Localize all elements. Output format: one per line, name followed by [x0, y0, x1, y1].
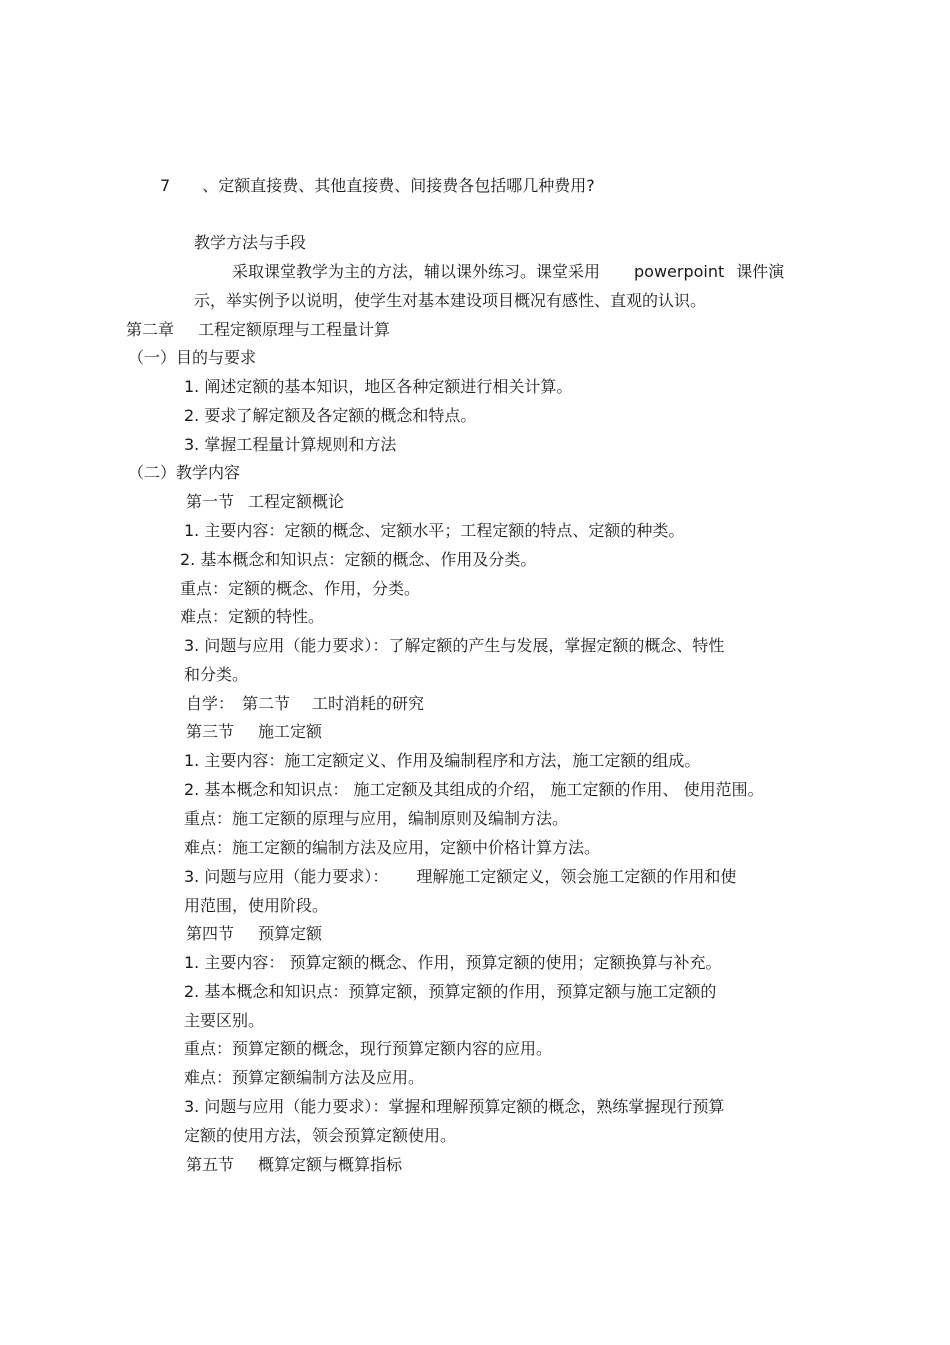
section-4-line: 3. 问题与应用（能力要求）：掌握和理解预算定额的概念，熟练掌握现行预算 [184, 1097, 725, 1116]
section-1-line: 2. 基本概念和知识点：定额的概念、作用及分类。 [180, 550, 537, 569]
powerpoint-word: powerpoint [634, 262, 725, 281]
section-4-line: 定额的使用方法，领会预算定额使用。 [184, 1126, 457, 1145]
chapter-title [126, 320, 390, 340]
section-3-difficulty: 难点：施工定额的编制方法及应用，定额中价格计算方法。 [184, 838, 601, 857]
section-4-line: 1. 主要内容： 预算定额的概念、作用，预算定额的使用；定额换算与补充。 [184, 953, 722, 972]
content-heading: （二）教学内容 [128, 463, 241, 482]
section-3-key-point: 重点：施工定额的原理与应用，编制原则及编制方法。 [184, 809, 569, 828]
section-4-title: 第四节 预算定额 [186, 924, 323, 943]
methods-paragraph-line1: 采取课堂教学为主的方法，辅以课外练习。课堂采用 powerpoint 课件演 [232, 262, 785, 281]
chapter-name: 工程定额原理与工程量计算 [198, 320, 391, 339]
goal-item: 3. 掌握工程量计算规则和方法 [184, 435, 397, 454]
question-7 [160, 176, 595, 196]
question-text: 、定额直接费、其他直接费、间接费各包括哪几种费用? [202, 176, 595, 195]
section-1-title: 第一节 工程定额概论 [186, 492, 345, 511]
methods-paragraph-line2: 示，举实例予以说明，使学生对基本建设项目概况有感性、直观的认识。 [194, 291, 707, 310]
section-4-key-point: 重点：预算定额的概念，现行预算定额内容的应用。 [184, 1039, 553, 1058]
section-1-key-point: 重点：定额的概念、作用，分类。 [180, 579, 421, 598]
section-4-difficulty: 难点：预算定额编制方法及应用。 [184, 1068, 425, 1087]
section-4-line: 主要区别。 [184, 1011, 265, 1030]
question-number: 7 [160, 176, 171, 195]
section-3-line: 1. 主要内容：施工定额定义、作用及编制程序和方法，施工定额的组成。 [184, 751, 701, 770]
section-3-line: 用范围，使用阶段。 [184, 896, 329, 915]
section-3-line: 3. 问题与应用（能力要求）： 理解施工定额定义，领会施工定额的作用和使 [184, 867, 737, 886]
goal-item: 2. 要求了解定额及各定额的概念和特点。 [184, 406, 477, 425]
goal-item: 1. 阐述定额的基本知识，地区各种定额进行相关计算。 [184, 377, 573, 396]
section-5-title: 第五节 概算定额与概算指标 [186, 1155, 403, 1174]
section-3-line: 2. 基本概念和知识点： 施工定额及其组成的介绍， 施工定额的作用、 使用范围。 [184, 780, 764, 799]
section-4-line: 2. 基本概念和知识点：预算定额，预算定额的作用，预算定额与施工定额的 [184, 982, 717, 1001]
methods-heading: 教学方法与手段 [194, 233, 307, 252]
section-3-title: 第三节 施工定额 [186, 722, 323, 741]
section-1-line: 1. 主要内容：定额的概念、定额水平；工程定额的特点、定额的种类。 [184, 521, 685, 540]
section-1-line: 和分类。 [184, 665, 249, 684]
chapter-label: 第二章 [126, 320, 175, 339]
self-study-line: 自学： 第二节 工时消耗的研究 [186, 694, 425, 713]
section-1-line: 3. 问题与应用（能力要求）：了解定额的产生与发展，掌握定额的概念、特性 [184, 636, 725, 655]
goals-heading: （一）目的与要求 [128, 348, 257, 367]
section-1-difficulty: 难点：定额的特性。 [180, 607, 325, 626]
